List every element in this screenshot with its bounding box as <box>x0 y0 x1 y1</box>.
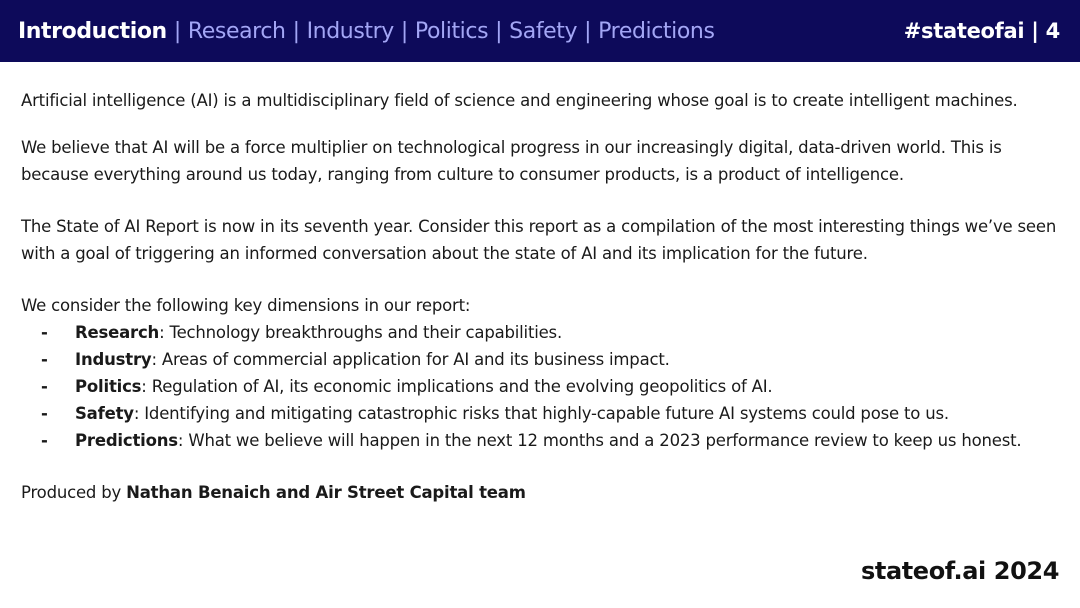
list-item <box>21 400 1066 427</box>
bullet-dash: - <box>41 323 48 342</box>
dimensions-intro: We consider the following key dimensions in our report: <box>21 296 471 315</box>
dimension-term: Predictions <box>75 431 178 450</box>
list-item <box>21 346 1066 373</box>
paragraph-report-intro: The State of AI Report is now in its seventh year. Consider this report as a compilation of the most interesting things we’ve seen with a goal of triggering an informed conversation about the state of AI and its implication for the future. <box>21 217 1057 263</box>
nav-separator: | <box>173 18 181 44</box>
paragraph-definition: Artificial intelligence (AI) is a multidisciplinary field of science and engineering whose goal is to create intelligent machines. <box>21 91 1018 110</box>
nav-separator: | <box>584 18 592 44</box>
list-item <box>21 373 1066 400</box>
paragraph-belief: We believe that AI will be a force multiplier on technological progress in our increasingly digital, data-driven world. This is because everything around us today, ranging from culture to consumer products, is a product of intelligence. <box>21 138 1002 184</box>
dimension-desc: : What we believe will happen in the next 12 months and a 2023 performance review to keep us honest. <box>177 431 1022 450</box>
nav-separator: | <box>292 18 300 44</box>
bullet-dash: - <box>41 377 48 396</box>
slide-content <box>21 87 1066 506</box>
slide-tag: #stateofai | 4 <box>903 19 1060 43</box>
nav-predictions[interactable]: Predictions <box>598 18 715 44</box>
nav-industry[interactable]: Industry <box>306 18 394 44</box>
dimension-desc: : Identifying and mitigating catastrophic risks that highly-capable future AI systems could pose to us. <box>133 404 949 423</box>
footer-brand: stateof.ai 2024 <box>860 557 1059 585</box>
dimension-desc: : Areas of commercial application for AI and its business impact. <box>151 350 670 369</box>
nav-separator: | <box>400 18 408 44</box>
dimension-desc: : Regulation of AI, its economic implications and the evolving geopolitics of AI. <box>141 377 773 396</box>
bullet-dash: - <box>41 350 48 369</box>
nav-research[interactable]: Research <box>187 18 286 44</box>
nav-politics[interactable]: Politics <box>414 18 489 44</box>
dimension-term: Research <box>75 323 160 342</box>
produced-by <box>21 479 1066 506</box>
dimension-term: Politics <box>75 377 142 396</box>
dimension-term: Safety <box>75 404 134 423</box>
section-nav <box>18 19 715 44</box>
list-item <box>21 319 1066 346</box>
produced-prefix: Produced by <box>21 483 127 502</box>
dimensions-list <box>21 319 1066 454</box>
bullet-dash: - <box>41 431 48 450</box>
dimension-term: Industry <box>75 350 152 369</box>
dimension-desc: : Technology breakthroughs and their capabilities. <box>159 323 562 342</box>
nav-safety[interactable]: Safety <box>509 18 578 44</box>
top-nav-bar <box>0 0 1080 62</box>
list-item <box>21 427 1066 454</box>
nav-separator: | <box>495 18 503 44</box>
nav-introduction[interactable]: Introduction <box>18 18 167 44</box>
bullet-dash: - <box>41 404 48 423</box>
produced-by-name: Nathan Benaich and Air Street Capital team <box>126 483 526 502</box>
